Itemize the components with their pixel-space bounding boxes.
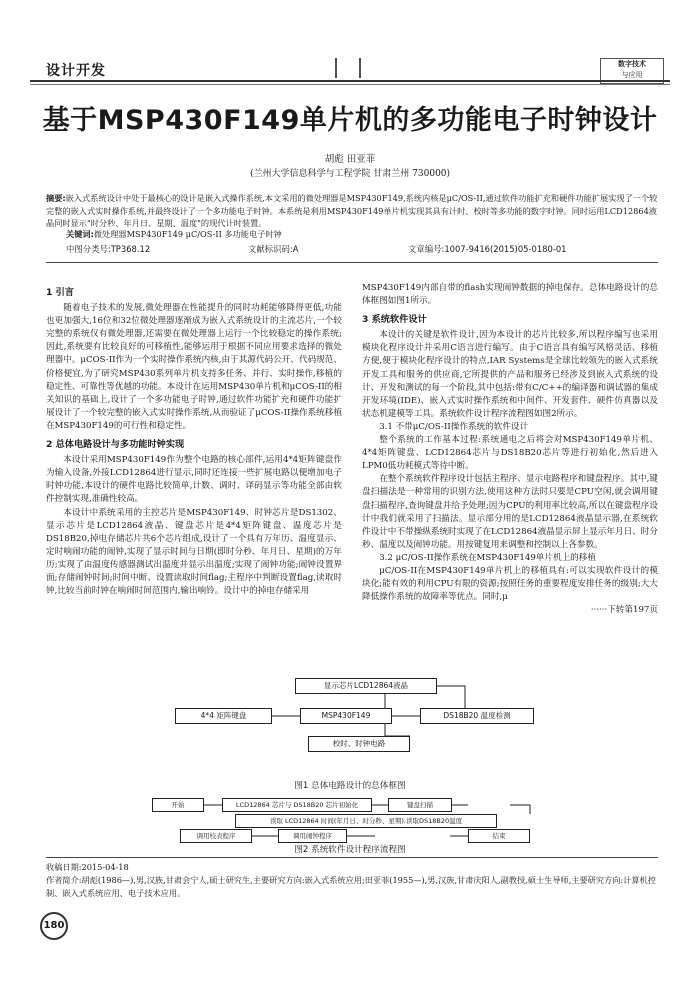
author-bio-label: 作者简介: bbox=[46, 875, 82, 885]
journal-section-label: 设计开发 bbox=[46, 63, 106, 79]
keywords-label: 关键词: bbox=[66, 229, 94, 239]
fig2-keyscan-box: 键盘扫描 bbox=[388, 798, 452, 812]
section-1-heading: 1 引言 bbox=[46, 287, 74, 298]
fig1-display-box: 显示芯片LCD12864液晶 bbox=[295, 678, 437, 694]
article-title: 基于MSP430F149单片机的多功能电子时钟设计 bbox=[42, 105, 658, 136]
figure-1-diagram bbox=[170, 672, 590, 776]
fig2-init-box: LCD12864 芯片与 DS18B20 芯片初始化 bbox=[222, 798, 372, 812]
continued-paragraph: MSP430F149内部自带的flash实现闹钟数据的掉电保存。总体电路设计的总体框图如图1所示。 bbox=[362, 283, 658, 307]
figure-2-caption: 图2 系统软件设计程序流程图 bbox=[294, 845, 406, 855]
section-3-1-paragraph-2: 在整个系统软件程序设计包括主程序、显示电路程序和键盘程序。其中,键盘扫描法是一种常用的识别方法,使用这种方法时只要是CPU空闲,就会调用键盘扫描程序,查询键盘并给予处理;因为CPU的利用率比较高,所以在键盘程序设计中我们就采用了扫描法。显示部分用的是LCD12864液晶显示器,在系统软件设计中不带操纵系统时实现了在LCD12864液晶显示屏上显示年月日、时分秒、温度以及闹钟功能。用按键复用来调整和控制以上各参数。 bbox=[362, 474, 658, 550]
section-1-paragraph: 随着电子技术的发展,微处理器在性能提升的同时功耗能够降得更低,功能也更加强大,16位和32位微处理器逐渐成为嵌入式系统设计的主流芯片,一个较完整的系统仅有微处理器,还需要在微处理器上运行一个比较稳定的操作系统;因此,系统要有比较良好的可移植性,能够运用于根据不同应用要求选择的微处理器中。μCOS-II作为一个实时操作系统内核,由于其源代码公开、代码规范、价格便宜,为了研究MSP430系列单片机支持多任务、并行、实时操作,移植的稳定性、可靠性等优越的功能。本设计在运用MSP430单片机和μCOS-II的相关知识的基础上,设计了一个多功能电子时钟,通过软件功能扩充和硬件功能扩展设计了一个较完整的嵌入式实时操作系统,从而验证了μCOS-II操作系统移植在MSP430F149的可行性和稳定性。 bbox=[46, 303, 342, 431]
fig2-start-box: 开始 bbox=[152, 798, 204, 812]
author-bio-text: 胡彪(1986—),男,汉族,甘肃会宁人,硕士研究生,主要研究方向:嵌入式系统应用;田亚菲(1955—),男,汉族,甘肃庆阳人,副教授,硕士生导师,主要研究方向:计算机控制、嵌入式系统应用、电子技术应用。 bbox=[46, 875, 656, 898]
fig1-temp-box: DS18B20 温度检测 bbox=[420, 708, 534, 724]
section-3-1-paragraph-1: 整个系统的工作基本过程:系统通电之后将会对MSP430F149单片机、4*4矩阵键盘、LCD12864芯片与DS18B20芯片等进行初始化,然后进入LPM0低功耗模式等待中断。 bbox=[362, 435, 658, 472]
section-3-1-heading: 3.1 不带μC/OS-II操作系统的软件设计 bbox=[379, 421, 529, 432]
fig2-end-box: 结束 bbox=[468, 829, 530, 843]
authors: 胡彪 田亚菲 bbox=[324, 154, 376, 165]
section-3-heading: 3 系统软件设计 bbox=[362, 314, 427, 326]
brand-line2: 与应用 bbox=[621, 71, 643, 79]
header-rule-thin bbox=[30, 84, 670, 85]
right-column bbox=[362, 282, 658, 617]
article-number: 文章编号:1007-9416(2015)05-0180-01 bbox=[408, 244, 567, 254]
abstract bbox=[46, 192, 658, 230]
brand-line1: 数字技术 bbox=[618, 60, 646, 68]
abstract-label: 摘要: bbox=[46, 193, 66, 203]
section-2-paragraph-2: 本设计中系统采用的主控芯片是MSP430F149、时钟芯片是DS1302、显示芯片是LCD12864液晶、键盘芯片是4*4矩阵键盘、温度芯片是DS18B20,掉电存储芯片共6个芯片组成,设计了一个具有万年历、温度显示、定时响闹功能的闹钟,实现了显示时间与日期(即时分秒、年月日、星期)的万年历;实现了由温度传感器测试出温度并显示出温度;实现了闹钟功能;闹钟设置界面;存储闹钟时间;时间中断、设置读取时间flag;主程序中判断设置flag,读取时钟,比较当前时钟在响闹时间范围内,输出响铃。设计中的掉电存储采用 bbox=[46, 507, 342, 597]
fig2-alarm-box: 调用闹钟程序 bbox=[278, 829, 347, 843]
meta-rule bbox=[46, 262, 658, 263]
fig2-adjust-box: 调用校表程序 bbox=[180, 829, 252, 843]
figure-2-diagram bbox=[150, 796, 670, 846]
continued-notice: ······下转第197页 bbox=[590, 605, 658, 616]
section-3-paragraph: 本设计的关键是软件设计,因为本设计的芯片比较多,所以程序编写也采用模块化程序设计并采用C语言进行编写。由于C语言具有编写风格灵活、移植方便,便于模块化程序设计的特点,IAR Systems是全球比较领先的嵌入式系统开发工具和服务的供应商,它所提供的产品和服务已经涉及到嵌入式系统的设计、开发和测试的每一个阶段,其中包括:带有C/C++的编译器和调试器的集成开发环境(IDE)、嵌入式实时操作系统和中间件、开发套件、硬件仿真器以及状态机建模等工具。系统软件设计程序流程图如图2所示。 bbox=[362, 330, 658, 419]
header-rule bbox=[30, 80, 670, 82]
fig1-keypad-box: 4*4 矩阵键盘 bbox=[175, 708, 272, 724]
abstract-text: 嵌入式系统设计中处于最核心的设计是嵌入式操作系统,本文采用的微处理器是MSP430F149,系统内核是μC/OS-II,通过软件功能扩充和硬件功能扩展实现了一个较完整的嵌入式实时操作系统,并最终设计了一个多功能电子时钟。本系统是利用MSP430F149单片机实现其具有计时、校时等多功能的数字时钟。同时运用LCD12864液晶同时显示"时分秒、年月日、星期、温度"的现代计时装置。 bbox=[46, 193, 658, 228]
left-column bbox=[46, 282, 342, 598]
section-3-2-paragraph: μC/OS-II在MSP430F149单片机上的移植具有:可以实现软件设计的模块化;能有效的利用CPU有限的资源;按照任务的重要程度安排任务的级别;大大降低操作系统的故障率等优点。同时,μ bbox=[362, 565, 658, 603]
fig1-clock-box: 校时、时钟电路 bbox=[308, 736, 410, 752]
fig1-mcu-box: MSP430F149 bbox=[300, 708, 392, 724]
footnote-rule bbox=[46, 857, 658, 858]
document-code: 文献标识码:A bbox=[248, 244, 299, 254]
section-2-paragraph-1: 本设计采用MSP430F149作为整个电路的核心部件,运用4*4矩阵键盘作为输入设备,外接LCD12864进行显示,同时还连接一些扩展电路以便增加电子时钟功能,本设计的硬件电路比较简单,计数、调时、译码显示等功能全部由软件控制实现,准确性较高。 bbox=[46, 455, 342, 505]
clc-number: 中图分类号:TP368.12 bbox=[66, 244, 151, 254]
page-number: 180 bbox=[40, 912, 68, 940]
affiliation: (兰州大学信息科学与工程学院 甘肃兰州 730000) bbox=[249, 169, 451, 179]
keywords-text: 微处理器MSP430F149 μC/OS-II 多功能电子时钟 bbox=[93, 229, 282, 239]
figure-1-caption: 图1 总体电路设计的总体框图 bbox=[294, 781, 406, 791]
keywords bbox=[66, 229, 282, 240]
header-divider-bars bbox=[335, 58, 361, 78]
fig2-read-box: 读取 LCD12864 时间(年月日、时分秒、星期),读取DS18B20温度 bbox=[235, 814, 497, 828]
author-bio bbox=[46, 874, 658, 900]
section-3-2-heading: 3.2 μC/OS-II操作系统在MSP430F149单片机上的移植 bbox=[379, 552, 596, 563]
received-date: 收稿日期:2015-04-18 bbox=[46, 862, 129, 872]
section-2-heading: 2 总体电路设计与多功能时钟实现 bbox=[46, 439, 185, 451]
